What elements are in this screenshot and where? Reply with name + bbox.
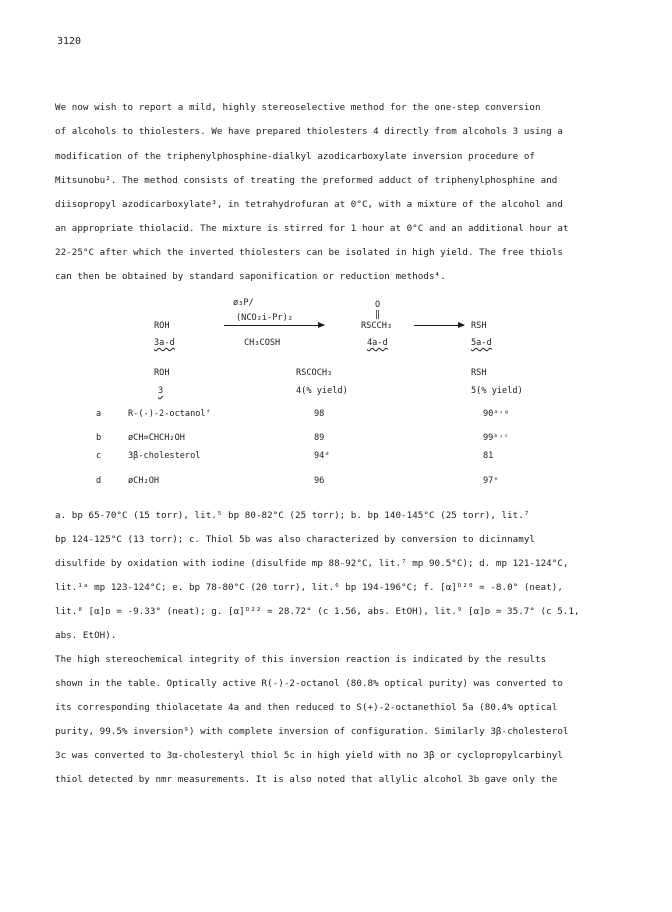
col-header-thiolester: RSCOCH₃: [296, 368, 333, 378]
reaction-arrow-2: [414, 325, 464, 326]
carbonyl-bond: ‖: [375, 310, 381, 320]
page-number: 3120: [57, 36, 82, 47]
text-line: 3c was converted to 3α-cholesteryl thiol 5c in high yield with no 3β or cyclopropylcarbinyl: [55, 750, 563, 761]
text-line: purity, 99.5% inversion⁹) with complete inversion of configuration. Similarly 3β-cholesterol: [55, 726, 569, 737]
alcohol-cell: øCH=CHCH₂OH: [128, 433, 185, 443]
reagent-bottom: CH₃COSH: [244, 338, 281, 348]
reagent-top: ø₃P/: [233, 298, 254, 308]
col-header-alcohol: ROH: [154, 368, 170, 378]
thiol-yield: 81: [483, 451, 494, 461]
thiol-yield: 97ᵉ: [483, 476, 499, 486]
text-line: thiol detected by nmr measurements. It is also noted that allylic alcohol 3b gave only the: [55, 774, 558, 785]
text-line: We now wish to report a mild, highly stereoselective method for the one-step conversion: [55, 102, 541, 113]
col-label-alcohol: 3: [158, 386, 164, 396]
col-header-thiol: RSH: [471, 368, 487, 378]
text-line: can then be obtained by standard saponification or reduction methods⁴.: [55, 271, 446, 282]
footnote-line: bp 124-125°C (13 torr); c. Thiol 5b was also characterized by conversion to dicinnamyl: [55, 534, 535, 545]
footnote-line: a. bp 65-70°C (15 torr), lit.⁵ bp 80-82°C (25 torr); b. bp 140-145°C (25 torr), lit.⁷: [55, 510, 530, 521]
intermediate-label: 4a-d: [367, 338, 388, 348]
thiolester-yield: 96: [314, 476, 325, 486]
col-label-thiolester: 4(% yield): [296, 386, 348, 396]
thiol-yield: 99ᵇ˒ᶜ: [483, 433, 509, 443]
row-key: c: [96, 451, 102, 461]
product: RSH: [471, 321, 487, 331]
footnote-line: abs. EtOH).: [55, 630, 117, 641]
text-line: Mitsunobu². The method consists of treating the preformed adduct of triphenylphosphine and: [55, 175, 558, 186]
col-label-thiol: 5(% yield): [471, 386, 523, 396]
footnote-line: lit.⁸ [α]ᴅ = -9.33° (neat); g. [α]ᴰ²² = 28.72° (c 1.56, abs. EtOH), lit.⁹ [α]ᴅ = 35.7° (c 5.1,: [55, 606, 580, 617]
thiolester-yield: 89: [314, 433, 325, 443]
alcohol-cell: øCH₂OH: [128, 476, 160, 486]
row-key: d: [96, 476, 102, 486]
thiolester-yield: 98: [314, 409, 325, 419]
row-key: b: [96, 433, 102, 443]
thiol-yield: 90ᵃ˒ᵍ: [483, 409, 509, 419]
intermediate: RSCCH₃: [361, 321, 393, 331]
footnote-line: disulfide by oxidation with iodine (disulfide mp 88-92°C, lit.⁷ mp 90.5°C); d. mp 121-124°C,: [55, 558, 569, 569]
product-label: 5a-d: [471, 338, 492, 348]
text-line: shown in the table. Optically active R(-)-2-octanol (80.8% optical purity) was converted to: [55, 678, 563, 689]
alcohol-cell: 3β-cholesterol: [128, 451, 201, 461]
reactant-label: 3a-d: [154, 338, 175, 348]
reactant: ROH: [154, 321, 170, 331]
alcohol-cell: R-(-)-2-octanolᶠ: [128, 409, 211, 419]
carbonyl-oxygen: O: [375, 300, 381, 310]
footnote-line: lit.¹ᵃ mp 123-124°C; e. bp 78-80°C (20 torr), lit.⁶ bp 194-196°C; f. [α]ᴰ²⁰ = -8.0° (neat),: [55, 582, 563, 593]
text-line: The high stereochemical integrity of this inversion reaction is indicated by the results: [55, 654, 547, 665]
text-line: diisopropyl azodicarboxylate³, in tetrahydrofuran at 0°C, with a mixture of the alcohol and: [55, 199, 563, 210]
reagent-mid: (NCO₂i-Pr)₂: [236, 313, 293, 323]
text-line: of alcohols to thiolesters. We have prepared thiolesters 4 directly from alcohols 3 using a: [55, 126, 563, 137]
text-line: 22-25°C after which the inverted thiolesters can be isolated in high yield. The free thiols: [55, 247, 563, 258]
thiolester-yield: 94ᵈ: [314, 451, 330, 461]
text-line: modification of the triphenylphosphine-dialkyl azodicarboxylate inversion procedure of: [55, 151, 535, 162]
text-line: an appropriate thiolacid. The mixture is stirred for 1 hour at 0°C and an additional hour at: [55, 223, 569, 234]
row-key: a: [96, 409, 102, 419]
text-line: its corresponding thiolacetate 4a and then reduced to S(+)-2-octanethiol 5a (80.4% optical: [55, 702, 558, 713]
reaction-arrow-1: [224, 325, 324, 326]
